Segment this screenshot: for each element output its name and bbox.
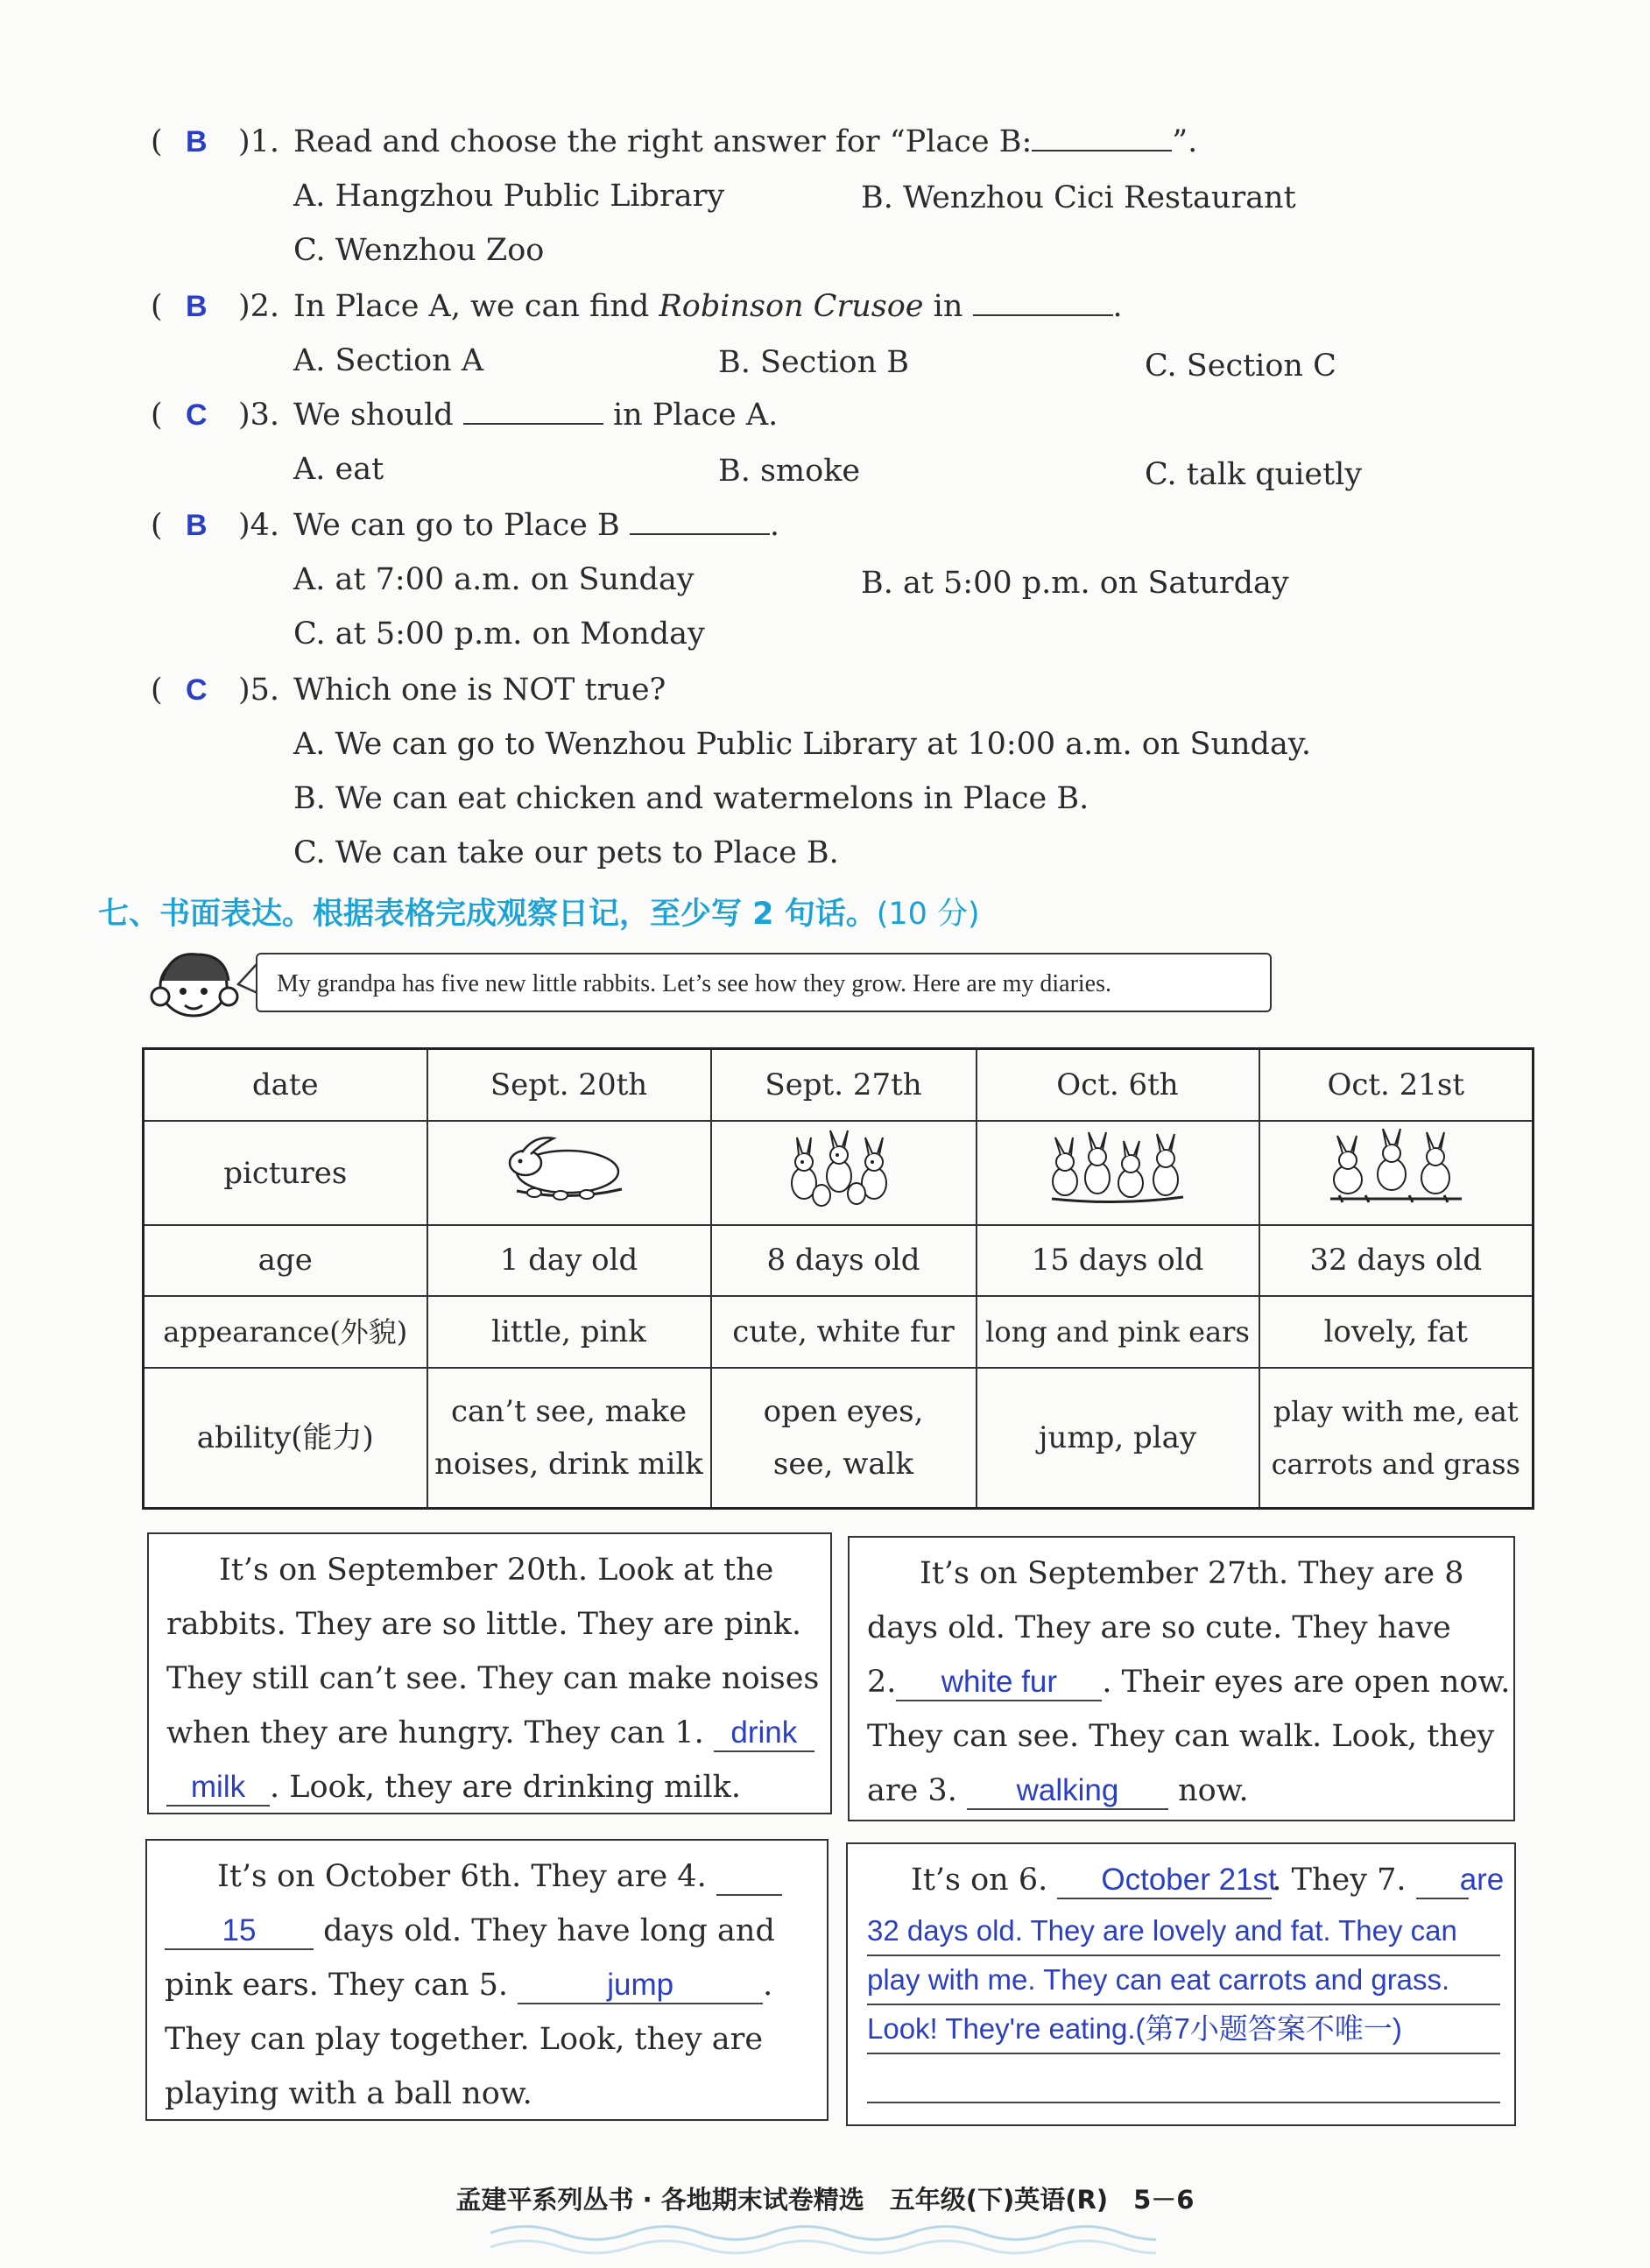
rabbits-group-icon: [1043, 1122, 1192, 1209]
table-cell: cute, white fur: [711, 1296, 977, 1368]
diary-box-1: It’s on September 20th. Look at the rabbits. They are so little. They are pink. They still can’t see. They can make noises when they are hungry. They can 1. drink milk . Look, they are drinking milk.: [147, 1532, 832, 1814]
blank-line: [867, 2054, 1500, 2103]
table-row-pictures: [144, 1121, 1534, 1225]
diary-box-2: It’s on September 27th. They are 8 days old. They are so cute. They have 2. white fur . Their eyes are open now. They can see. They can walk. Look, they are 3. walking now.: [848, 1536, 1515, 1821]
answer-4: B: [186, 509, 208, 542]
table-cell: lovely, fat: [1259, 1296, 1534, 1368]
question-1: ( B )1. Read and choose the right answer for “Place B: ”.: [151, 124, 1198, 159]
table-cell: [711, 1121, 977, 1225]
table-cell: can’t see, make noises, drink milk: [427, 1368, 711, 1509]
option: A. Section A: [293, 343, 484, 378]
table-cell: Oct. 6th: [977, 1049, 1259, 1121]
table-cell: [1259, 1121, 1534, 1225]
question-5: ( C )5. Which one is NOT true?: [151, 673, 666, 708]
table-cell: open eyes, see, walk: [711, 1368, 977, 1509]
answer-7-line-3: Look! They're eating.(第7小题答案不唯一): [867, 2005, 1500, 2054]
table-cell: 15 days old: [977, 1225, 1259, 1295]
rabbits-eating-icon: [1322, 1122, 1470, 1209]
answer-3: walking: [967, 1773, 1168, 1810]
table-cell: long and pink ears: [977, 1296, 1259, 1368]
answer-7-line-1: 32 days old. They are lovely and fat. They can: [867, 1907, 1500, 1956]
answer-1: B: [186, 125, 208, 158]
table-cell: play with me, eat carrots and grass: [1259, 1368, 1534, 1509]
question-4: ( B )4. We can go to Place B .: [151, 508, 780, 543]
table-cell: 1 day old: [427, 1225, 711, 1295]
option: A. Hangzhou Public Library: [293, 179, 725, 214]
question-2: ( B )2. In Place A, we can find Robinson Crusoe in .: [151, 289, 1123, 324]
table-cell: date: [144, 1049, 427, 1121]
answer-7-line-2: play with me. They can eat carrots and grass.: [867, 1956, 1500, 2005]
question-3: ( C )3. We should in Place A.: [151, 398, 779, 433]
diary-box-4: It’s on 6. October 21st. They 7. are 32 days old. They are lovely and fat. They can play with me. They can eat carrots and grass. Look! They're eating.(第7小题答案不唯一): [846, 1842, 1516, 2126]
page-footer: 孟建平系列丛书 · 各地期末试卷精选 五年级(下)英语(R) 5－6: [455, 2185, 1195, 2215]
table-cell: appearance(外貌): [144, 1296, 427, 1368]
answer-7: are: [1416, 1863, 1469, 1899]
option: C. talk quietly: [1145, 457, 1363, 492]
table-cell: ability(能力): [144, 1368, 427, 1509]
answer-2: B: [186, 290, 208, 323]
answer-1-b: milk: [166, 1770, 270, 1807]
table-cell: little, pink: [427, 1296, 711, 1368]
option: B. Wenzhou Cici Restaurant: [861, 180, 1296, 215]
answer-3: C: [186, 398, 208, 432]
table-cell: pictures: [144, 1121, 427, 1225]
diary-box-3: It’s on October 6th. They are 4. 15 days old. They have long and pink ears. They can 5. jump . They can play together. Look, they are playing with a ball now.: [145, 1839, 829, 2121]
rabbits-group-icon: [778, 1122, 909, 1209]
diary-table: [142, 1047, 1534, 1510]
table-cell: 32 days old: [1259, 1225, 1534, 1295]
option: C. at 5:00 p.m. on Monday: [293, 616, 705, 652]
answer-blank: [1032, 123, 1172, 151]
answer-5: C: [186, 673, 208, 707]
answer-5: jump: [518, 1968, 763, 2004]
child-avatar-icon: [145, 946, 243, 1025]
table-row-appearance: [144, 1296, 1534, 1368]
option: C. We can take our pets to Place B.: [293, 835, 839, 870]
answer-1-a: drink: [714, 1715, 814, 1752]
option: B. at 5:00 p.m. on Saturday: [861, 566, 1289, 601]
answer-6: October 21st: [1057, 1863, 1272, 1899]
option: A. eat: [293, 452, 384, 487]
wave-decoration-icon: [490, 2215, 1156, 2259]
table-cell: Sept. 27th: [711, 1049, 977, 1121]
table-cell: jump, play: [977, 1368, 1259, 1509]
table-cell: Oct. 21st: [1259, 1049, 1534, 1121]
option: B. We can eat chicken and watermelons in Place B.: [293, 781, 1089, 816]
table-row-date: [144, 1049, 1534, 1121]
option: C. Section C: [1145, 349, 1336, 384]
option: A. We can go to Wenzhou Public Library at 10:00 a.m. on Sunday.: [293, 727, 1312, 762]
option: B. smoke: [718, 454, 861, 489]
table-row-ability: [144, 1368, 1534, 1509]
table-cell: [977, 1121, 1259, 1225]
rabbit-icon: [499, 1126, 639, 1205]
table-cell: age: [144, 1225, 427, 1295]
table-cell: Sept. 20th: [427, 1049, 711, 1121]
answer-2: white fur: [896, 1665, 1102, 1701]
answer-4: 15: [165, 1913, 314, 1950]
speech-bubble: My grandpa has five new little rabbits. Let’s see how they grow. Here are my diaries.: [256, 953, 1272, 1012]
section-title: 七、书面表达。根据表格完成观察日记，至少写 2 句话。(10 分): [98, 897, 980, 932]
option: B. Section B: [718, 345, 909, 380]
option: C. Wenzhou Zoo: [293, 233, 545, 268]
table-row-age: [144, 1225, 1534, 1295]
option: A. at 7:00 a.m. on Sunday: [293, 562, 695, 597]
table-cell: 8 days old: [711, 1225, 977, 1295]
table-cell: [427, 1121, 711, 1225]
